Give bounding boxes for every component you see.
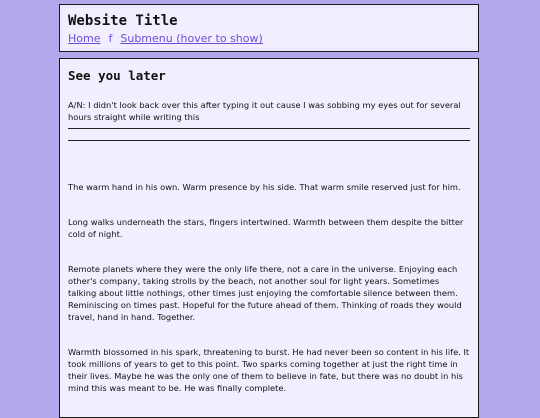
post-content xyxy=(59,58,479,418)
story-paragraph: Remote planets where they were the only life there, not a care in the universe. Enjoying each other's company, taking strolls by the beach, not another soul for light years. Sometimes talking about little nothings, other times just enjoying the comfortable silence between them. Reminiscing on times past. Hopeful for the future ahead of them. Thinking of roads they would travel, hand in hand. Together. xyxy=(68,264,462,322)
nav-submenu-link[interactable]: Submenu (hover to show) xyxy=(120,32,263,45)
nav-home-link[interactable]: Home xyxy=(68,32,101,45)
nav-separator: f xyxy=(108,32,113,45)
site-header xyxy=(59,4,479,52)
post-title: See you later xyxy=(68,68,166,83)
author-note: A/N: I didn't look back over this after typing it out cause I was sobbing my eyes out for several hours straight while writing this xyxy=(68,100,461,122)
story-paragraph: The warm hand in his own. Warm presence by his side. That warm smile reserved just for him. xyxy=(68,182,461,192)
divider-bottom xyxy=(68,140,470,141)
story-paragraph: Long walks underneath the stars, fingers intertwined. Warmth between them despite the bitter cold of night. xyxy=(68,217,464,239)
divider-top xyxy=(68,128,470,129)
story-paragraph: Warmth blossomed in his spark, threatening to burst. He had never been so content in his life. It took millions of years to get to this point. Two sparks coming together at just the right time in their lives. Maybe he was the only one of them to believe in fate, but there was no doubt in his mind this was meant to be. He was finally complete. xyxy=(68,347,470,393)
site-nav xyxy=(68,32,470,46)
site-title: Website Title xyxy=(68,13,178,29)
